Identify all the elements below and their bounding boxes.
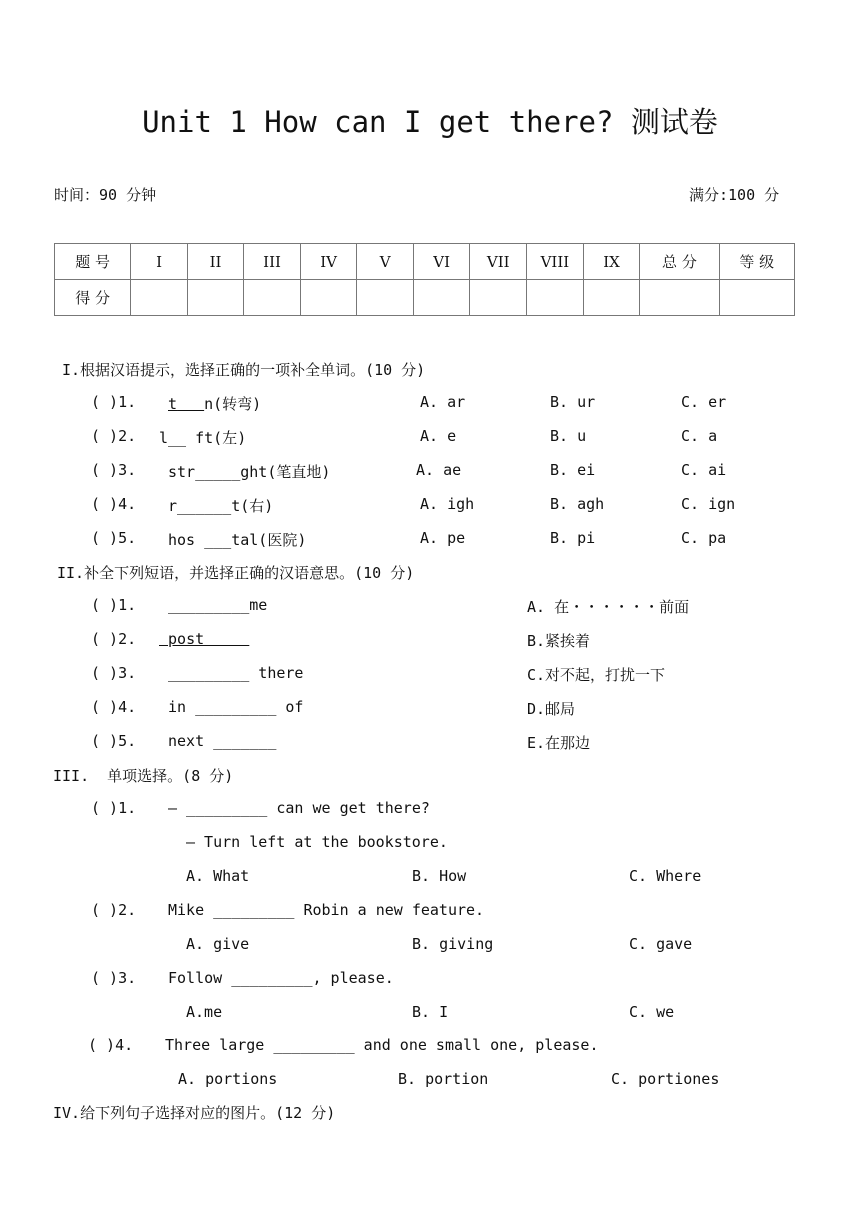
meaning-option: C.对不起，打扰一下 (527, 666, 666, 684)
option-a[interactable]: A. ar (420, 393, 466, 411)
table-cell: 得 分 (55, 280, 131, 316)
answer-paren[interactable]: ( )4. (91, 698, 137, 716)
meaning-option: B.紧挨着 (527, 632, 591, 650)
table-cell: IX (583, 244, 640, 280)
option-c[interactable]: C. pa (681, 529, 727, 547)
phrase-text: next _______ (168, 732, 277, 750)
score-input-cell[interactable] (470, 280, 527, 316)
option-b[interactable]: B. agh (550, 495, 605, 513)
section-4-heading: IV.给下列句子选择对应的图片。(12 分) (53, 1104, 336, 1122)
score-input-cell[interactable] (187, 280, 244, 316)
answer-paren[interactable]: ( )4. (88, 1036, 134, 1054)
table-cell: IV (300, 244, 357, 280)
option-c[interactable]: C. we (629, 1003, 675, 1021)
answer-paren[interactable]: ( )1. (91, 596, 137, 614)
option-c[interactable]: C. a (681, 427, 718, 445)
answer-paren[interactable]: ( )3. (91, 664, 137, 682)
question-text: — _________ can we get there? (168, 799, 430, 817)
option-c[interactable]: C. portiones (611, 1070, 720, 1088)
option-a[interactable]: A. ae (416, 461, 462, 479)
score-input-cell[interactable] (244, 280, 301, 316)
answer-paren[interactable]: ( )5. (91, 732, 137, 750)
answer-paren[interactable]: ( )1. (91, 393, 137, 411)
option-a[interactable]: A. give (186, 935, 250, 953)
page-title: Unit 1 How can I get there? 测试卷 (142, 105, 718, 139)
section-1-heading: I.根据汉语提示，选择正确的一项补全单词。(10 分) (62, 361, 426, 379)
answer-paren[interactable]: ( )2. (91, 427, 137, 445)
option-b[interactable]: B. ei (550, 461, 596, 479)
option-b[interactable]: B. I (412, 1003, 449, 1021)
score-input-cell[interactable] (583, 280, 640, 316)
option-b[interactable]: B. u (550, 427, 587, 445)
score-input-cell[interactable] (300, 280, 357, 316)
answer-paren[interactable]: ( )1. (91, 799, 137, 817)
score-table-score-row (55, 280, 795, 316)
question-text: hos ___tal(医院) (168, 531, 307, 549)
option-c[interactable]: C. ai (681, 461, 727, 479)
phrase-text: _________me (168, 596, 268, 614)
option-c[interactable]: C. Where (629, 867, 702, 885)
table-cell: VIII (527, 244, 584, 280)
option-a[interactable]: A. igh (420, 495, 475, 513)
question-text: Mike _________ Robin a new feature. (168, 901, 485, 919)
table-cell: II (187, 244, 244, 280)
score-input-cell[interactable] (413, 280, 470, 316)
option-a[interactable]: A. What (186, 867, 250, 885)
phrase-text: _________ there (168, 664, 304, 682)
option-b[interactable]: B. pi (550, 529, 596, 547)
table-cell: VI (413, 244, 470, 280)
time-label: 时间：90 分钟 (54, 186, 157, 204)
option-a[interactable]: A. portions (178, 1070, 278, 1088)
option-b[interactable]: B. giving (412, 935, 494, 953)
option-b[interactable]: B. portion (398, 1070, 489, 1088)
question-text: Follow _________, please. (168, 969, 394, 987)
answer-paren[interactable]: ( )2. (91, 630, 137, 648)
score-input-cell[interactable] (527, 280, 584, 316)
answer-paren[interactable]: ( )2. (91, 901, 137, 919)
option-c[interactable]: C. gave (629, 935, 693, 953)
table-cell: 等 级 (719, 244, 794, 280)
meaning-option: A. 在・・・・・・前面 (527, 598, 690, 616)
question-reply: — Turn left at the bookstore. (186, 833, 448, 851)
option-b[interactable]: B. How (412, 867, 467, 885)
answer-paren[interactable]: ( )4. (91, 495, 137, 513)
section-3-heading: III. 单项选择。(8 分) (53, 767, 234, 785)
meaning-option: D.邮局 (527, 700, 576, 718)
score-input-cell[interactable] (357, 280, 413, 316)
answer-paren[interactable]: ( )5. (91, 529, 137, 547)
option-a[interactable]: A. e (420, 427, 457, 445)
meaning-option: E.在那边 (527, 734, 591, 752)
table-cell: V (357, 244, 413, 280)
question-text: str_____ght(笔直地) (168, 463, 331, 481)
score-table (54, 243, 795, 316)
table-cell: 总 分 (640, 244, 719, 280)
answer-paren[interactable]: ( )3. (91, 969, 137, 987)
question-text: l__ ft(左) (159, 429, 247, 447)
phrase-text: in _________ of (168, 698, 304, 716)
score-input-cell[interactable] (640, 280, 719, 316)
question-text: r______t(右) (168, 497, 274, 515)
table-cell: 题 号 (55, 244, 131, 280)
score-input-cell[interactable] (719, 280, 794, 316)
option-b[interactable]: B. ur (550, 393, 596, 411)
table-cell: VII (470, 244, 527, 280)
table-cell: I (131, 244, 187, 280)
option-c[interactable]: C. ign (681, 495, 736, 513)
question-text: t n(转弯) (168, 395, 262, 413)
answer-paren[interactable]: ( )3. (91, 461, 137, 479)
option-c[interactable]: C. er (681, 393, 727, 411)
table-cell: III (244, 244, 301, 280)
option-a[interactable]: A.me (186, 1003, 223, 1021)
option-a[interactable]: A. pe (420, 529, 466, 547)
phrase-text: post (159, 630, 250, 648)
section-2-heading: II.补全下列短语，并选择正确的汉语意思。(10 分) (57, 564, 415, 582)
score-input-cell[interactable] (131, 280, 187, 316)
full-score-label: 满分:100 分 (689, 186, 780, 204)
score-table-header-row (55, 244, 795, 280)
question-text: Three large _________ and one small one, please. (165, 1036, 599, 1054)
